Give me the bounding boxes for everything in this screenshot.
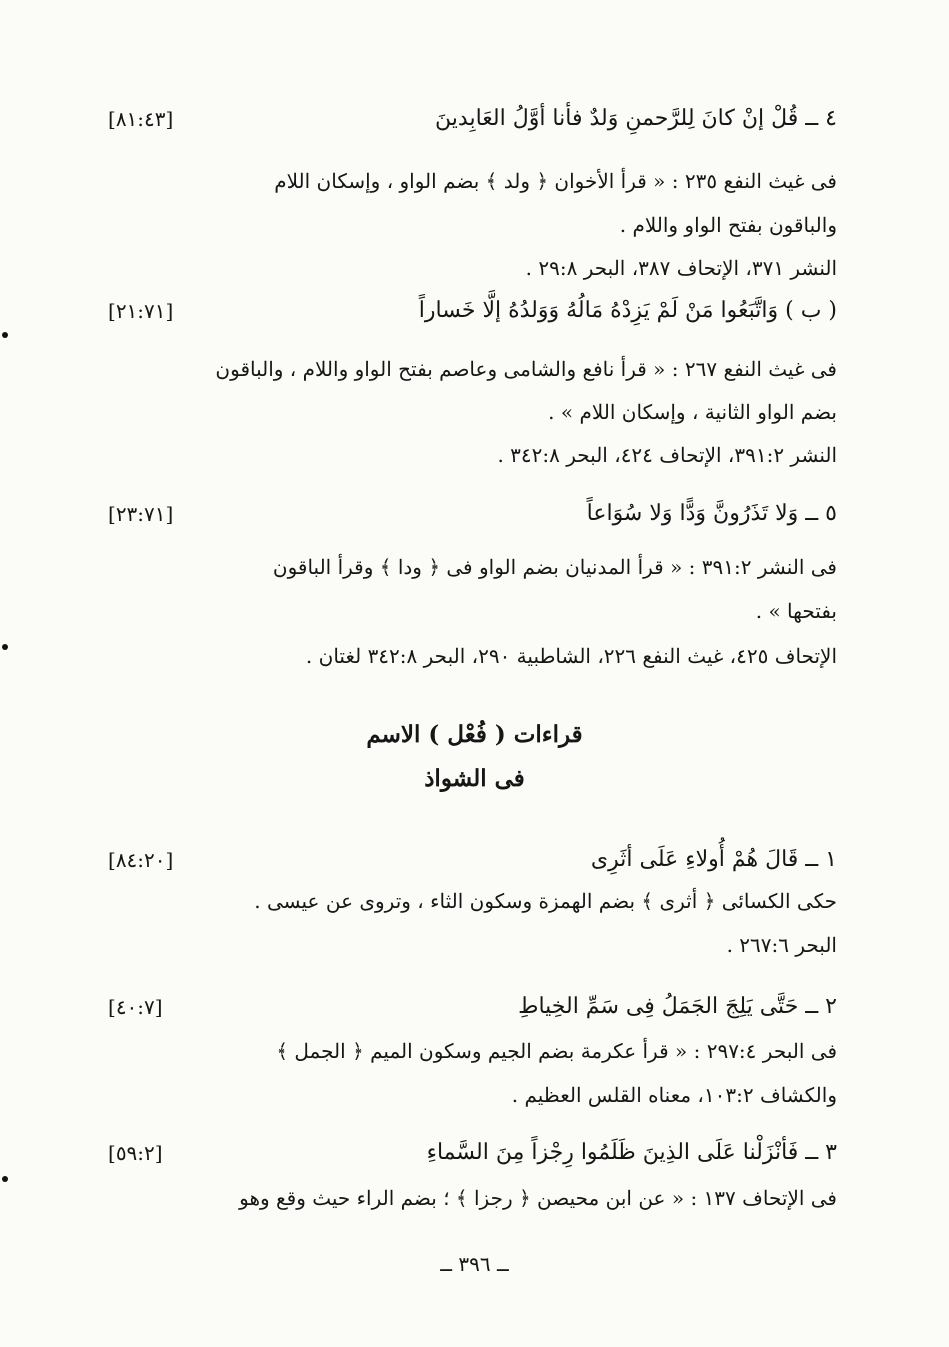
source-line: الإتحاف ٤٢٥، غيث النفع ٢٢٦، الشاطبية ٢٩٠، البحر ٣٤٢:٨ لغتان .: [305, 644, 837, 668]
binding-mark: [2, 1176, 8, 1182]
note-line: بضم الواو الثانية ، وإسكان اللام » .: [548, 400, 837, 424]
verse-line: ٤ ــ قُلْ إنْ كانَ لِلرَّحمنِ وَلدٌ فأنا أوَّلُ العَابِدينَ: [435, 106, 837, 131]
verse-reference: [٢١:٧١]: [108, 299, 174, 323]
verse-reference: [٢٣:٧١]: [108, 502, 174, 526]
section-heading: قراءات ( فُعْل ) الاسم: [366, 721, 583, 748]
verse-line: ٥ ــ وَلا تَذَرُونَّ وَدًّا وَلا سُوَاعاً: [586, 501, 837, 526]
binding-mark: [2, 332, 8, 338]
note-line: فى النشر ٣٩١:٢ : « قرأ المدنيان بضم الواو فى ﴿ ودا ﴾ وقرأ الباقون: [272, 555, 837, 579]
verse-reference: [٨١:٤٣]: [108, 107, 174, 131]
note-line: بفتحها » .: [755, 599, 837, 623]
source-line: النشر ٣٧١، الإتحاف ٣٨٧، البحر ٢٩:٨ .: [525, 256, 837, 280]
note-line: والباقون بفتح الواو واللام .: [619, 213, 837, 237]
verse-line: ٣ ــ فَأنْزَلْنا عَلَى الذِينَ ظَلَمُوا رِجْزاً مِنَ السَّماءِ: [426, 1140, 837, 1165]
page-number: ــ ٣٩٦ ــ: [440, 1252, 509, 1276]
verse-line: ١ ــ قَالَ هُمْ أُولاءِ عَلَى أثَرِى: [590, 847, 837, 872]
verse-reference: [٨٤:٢٠]: [108, 848, 174, 872]
note-line: فى غيث النفع ٢٣٥ : « قرأ الأخوان ﴿ ولد ﴾ بضم الواو ، وإسكان اللام: [274, 169, 837, 193]
note-line: فى غيث النفع ٢٦٧ : « قرأ نافع والشامى وعاصم بفتح الواو واللام ، والباقون: [215, 357, 837, 381]
note-line: فى البحر ٢٩٧:٤ : « قرأ عكرمة بضم الجيم وسكون الميم ﴿ الجمل ﴾: [276, 1039, 837, 1063]
note-line: البحر ٢٦٧:٦ .: [726, 933, 837, 957]
verse-reference: [٤٠:٧]: [108, 995, 163, 1019]
section-subheading: فى الشواذ: [424, 765, 525, 792]
note-line: حكى الكسائى ﴿ أثرى ﴾ بضم الهمزة وسكون الثاء ، وتروى عن عيسى .: [254, 889, 837, 913]
verse-reference: [٥٩:٢]: [108, 1141, 163, 1165]
verse-line: ( ب ) وَاتَّبَعُوا مَنْ لَمْ يَزِدْهُ مَالُهُ وَوَلدُهُ إلَّا خَساراً: [418, 298, 837, 323]
binding-mark: [2, 644, 8, 650]
verse-line: ٢ ــ حَتَّى يَلِجَ الجَمَلُ فِى سَمِّ الخِياطِ: [518, 994, 837, 1019]
source-line: النشر ٣٩١:٢، الإتحاف ٤٢٤، البحر ٣٤٢:٨ .: [497, 443, 837, 467]
note-line: والكشاف ١٠٣:٢، معناه القلس العظيم .: [511, 1083, 837, 1107]
note-line: فى الإتحاف ١٣٧ : « عن ابن محيصن ﴿ رجزا ﴾ ؛ بضم الراء حيث وقع وهو: [239, 1186, 837, 1210]
